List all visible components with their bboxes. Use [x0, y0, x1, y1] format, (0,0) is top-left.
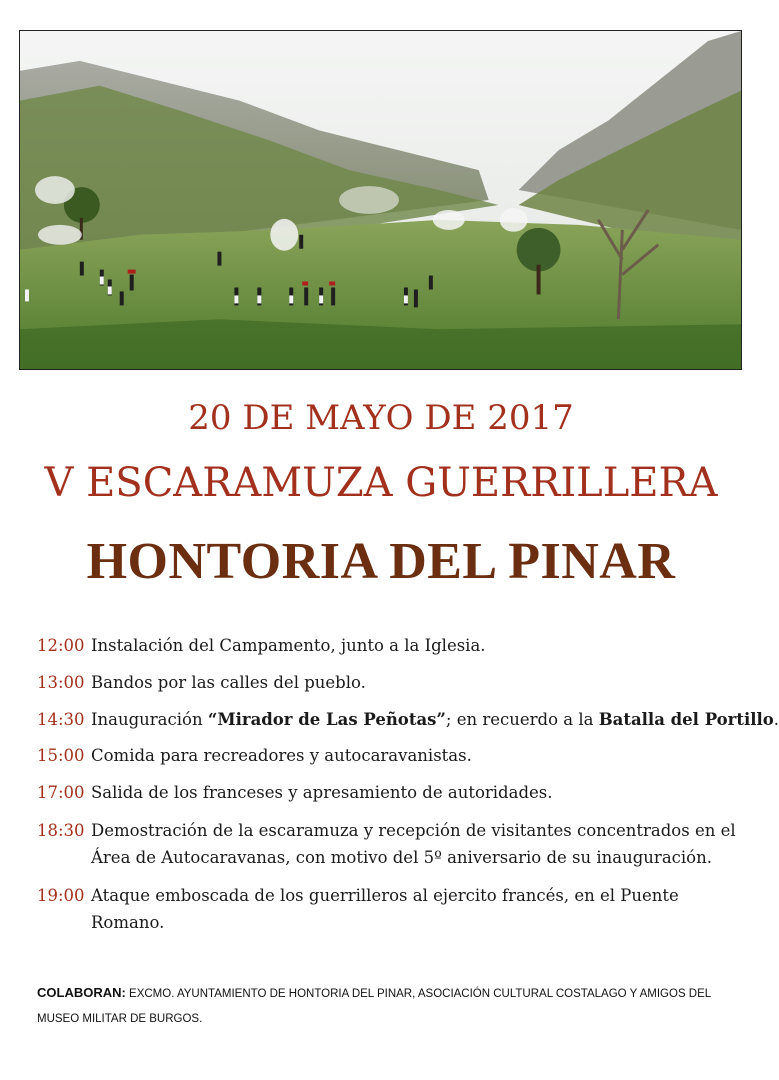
schedule-item: [37, 669, 366, 696]
schedule-time: 13:00: [37, 673, 85, 692]
schedule-item: [37, 779, 553, 806]
event-date: 20 DE MAYO DE 2017: [188, 398, 574, 438]
schedule-item: [37, 706, 779, 733]
schedule-item: [37, 817, 737, 871]
schedule-time: 18:30: [37, 821, 85, 840]
schedule-item: [37, 742, 472, 769]
mirador-name: “Mirador de Las Peñotas”: [207, 710, 446, 729]
schedule-time: 19:00: [37, 886, 85, 905]
header-photo: [19, 30, 742, 370]
collaborators-label: COLABORAN:: [37, 985, 126, 1000]
collaborators-note: [37, 980, 727, 1032]
schedule-text: Inauguración: [91, 710, 208, 729]
schedule-text: Instalación del Campamento, junto a la Iglesia.: [91, 636, 486, 655]
schedule-text: Demostración de la escaramuza y recepción de visitantes concentrados en el Área de Autocaravanas, con motivo del 5º aniversario de su inauguración.: [91, 821, 736, 867]
battle-reenactment-landscape-photo-icon: [20, 31, 741, 369]
event-title: V ESCARAMUZA GUERRILLERA: [44, 460, 718, 506]
schedule-text: Ataque emboscada de los guerrilleros al ejercito francés, en el Puente Romano.: [91, 886, 679, 932]
schedule-item: [37, 882, 737, 936]
schedule-text-middle: ; en recuerdo a la: [445, 710, 599, 729]
schedule-time: 12:00: [37, 636, 85, 655]
schedule-time: 15:00: [37, 746, 85, 765]
schedule-text: Bandos por las calles del pueblo.: [91, 673, 366, 692]
schedule-item: [37, 632, 486, 659]
batalla-name: Batalla del Portillo: [598, 710, 774, 729]
schedule-text: Salida de los franceses y apresamiento de autoridades.: [91, 783, 553, 802]
collaborators-text: EXCMO. AYUNTAMIENTO DE HONTORIA DEL PINAR, ASOCIACIÓN CULTURAL COSTALAGO Y AMIGOS DEL MUSEO MILITAR DE BURGOS.: [37, 988, 711, 1025]
town-name: HONTORIA DEL PINAR: [86, 533, 676, 590]
schedule-time: 14:30: [37, 710, 85, 729]
schedule-text-end: .: [773, 710, 779, 729]
schedule-time: 17:00: [37, 783, 85, 802]
schedule-text: Comida para recreadores y autocaravanistas.: [91, 746, 472, 765]
